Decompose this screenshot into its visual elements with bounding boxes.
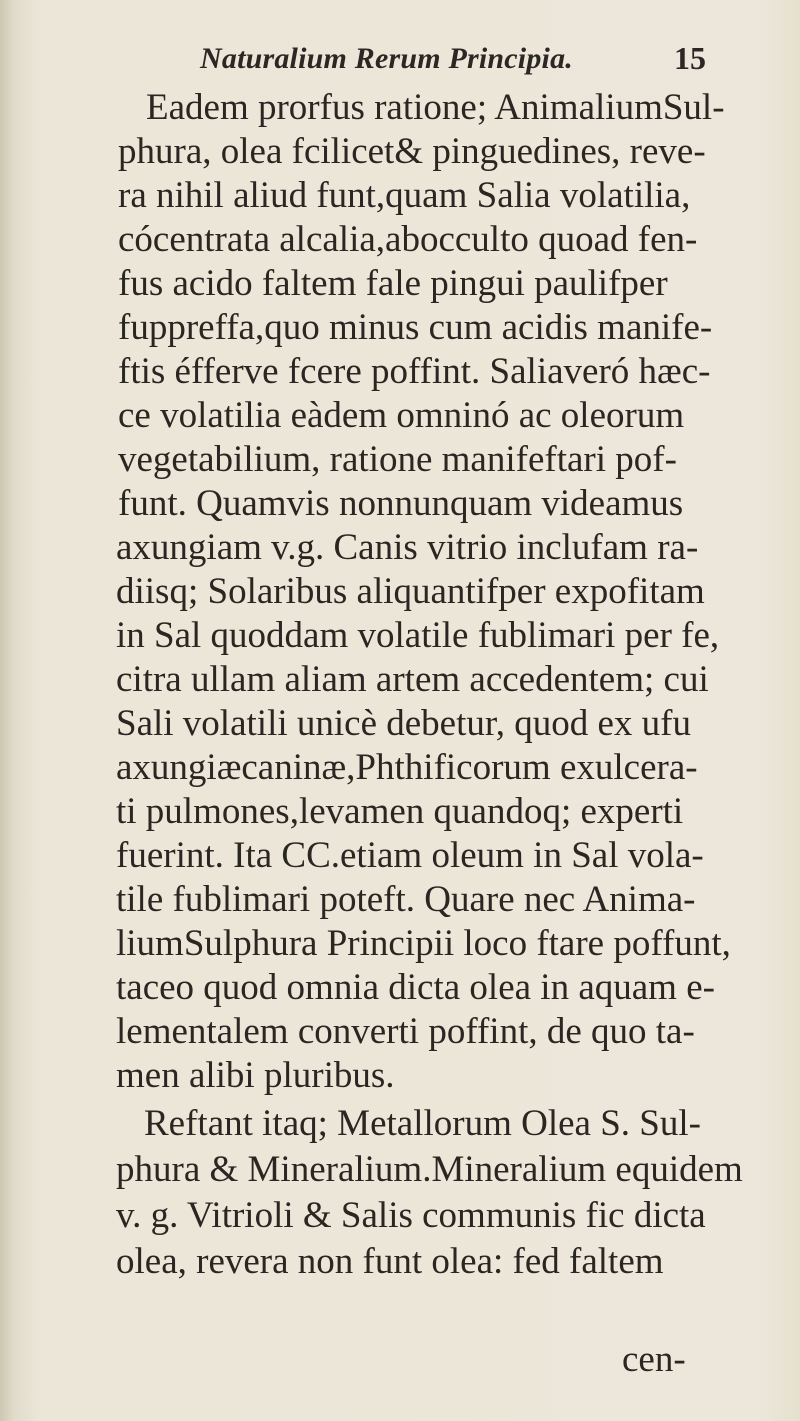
text-line: citra ullam aliam artem accedentem; cui xyxy=(116,659,709,700)
text-line: funt. Quamvis nonnunquam videamus xyxy=(118,483,684,524)
text-line: olea, revera non funt olea: fed faltem xyxy=(116,1241,664,1282)
page-header xyxy=(0,42,800,86)
text-line: Sali volatili unicè debetur, quod ex ufu xyxy=(116,703,691,744)
text-line: lementalem converti poffint, de quo ta- xyxy=(116,1011,695,1052)
text-line: liumSulphura Principii loco ftare poffunt, xyxy=(116,923,731,964)
text-line: diisq; Solaribus aliquantifper expofitam xyxy=(116,571,705,612)
text-line: axungiæcaninæ,Phthificorum exulcera- xyxy=(116,747,698,788)
text-line: men alibi pluribus. xyxy=(116,1055,395,1096)
text-line: v. g. Vitrioli & Salis communis fic dicta xyxy=(116,1195,706,1236)
text-line: fuppreffa,quo minus cum acidis manife- xyxy=(118,307,713,348)
text-line: axungiam v.g. Canis vitrio inclufam ra- xyxy=(116,527,699,568)
text-line: tile fublimari poteft. Quare nec Anima- xyxy=(116,879,696,920)
running-title: Naturalium Rerum Principia. xyxy=(200,42,573,75)
text-line: ra nihil aliud funt,quam Salia volatilia, xyxy=(118,175,691,216)
text-line: cócentrata alcalia,abocculto quoad fen- xyxy=(118,219,698,260)
text-line: ftis éfferve fcere poffint. Saliaveró hæc- xyxy=(118,351,711,392)
text-line: Eadem prorfus ratione; AnimaliumSul- xyxy=(146,87,725,128)
text-line: ce volatilia eàdem omninó ac oleorum xyxy=(118,395,685,436)
text-line: phura & Mineralium.Mineralium equidem xyxy=(116,1149,743,1190)
text-line: vegetabilium, ratione manifeftari pof- xyxy=(118,439,677,480)
text-line: taceo quod omnia dicta olea in aquam e- xyxy=(116,967,715,1008)
text-line: ti pulmones,levamen quandoq; experti xyxy=(116,791,684,832)
text-line: fus acido faltem fale pingui paulifper xyxy=(118,263,668,304)
page-number: 15 xyxy=(674,40,706,76)
text-line: fuerint. Ita CC.etiam oleum in Sal vola- xyxy=(116,835,704,876)
text-line: in Sal quoddam volatile fublimari per fe, xyxy=(116,615,720,656)
text-line: Reftant itaq; Metallorum Olea S. Sul- xyxy=(144,1103,701,1144)
catchword: cen- xyxy=(622,1339,686,1380)
gutter-shadow xyxy=(0,0,14,1421)
text-line: phura, olea fcilicet& pinguedines, reve- xyxy=(118,131,706,172)
